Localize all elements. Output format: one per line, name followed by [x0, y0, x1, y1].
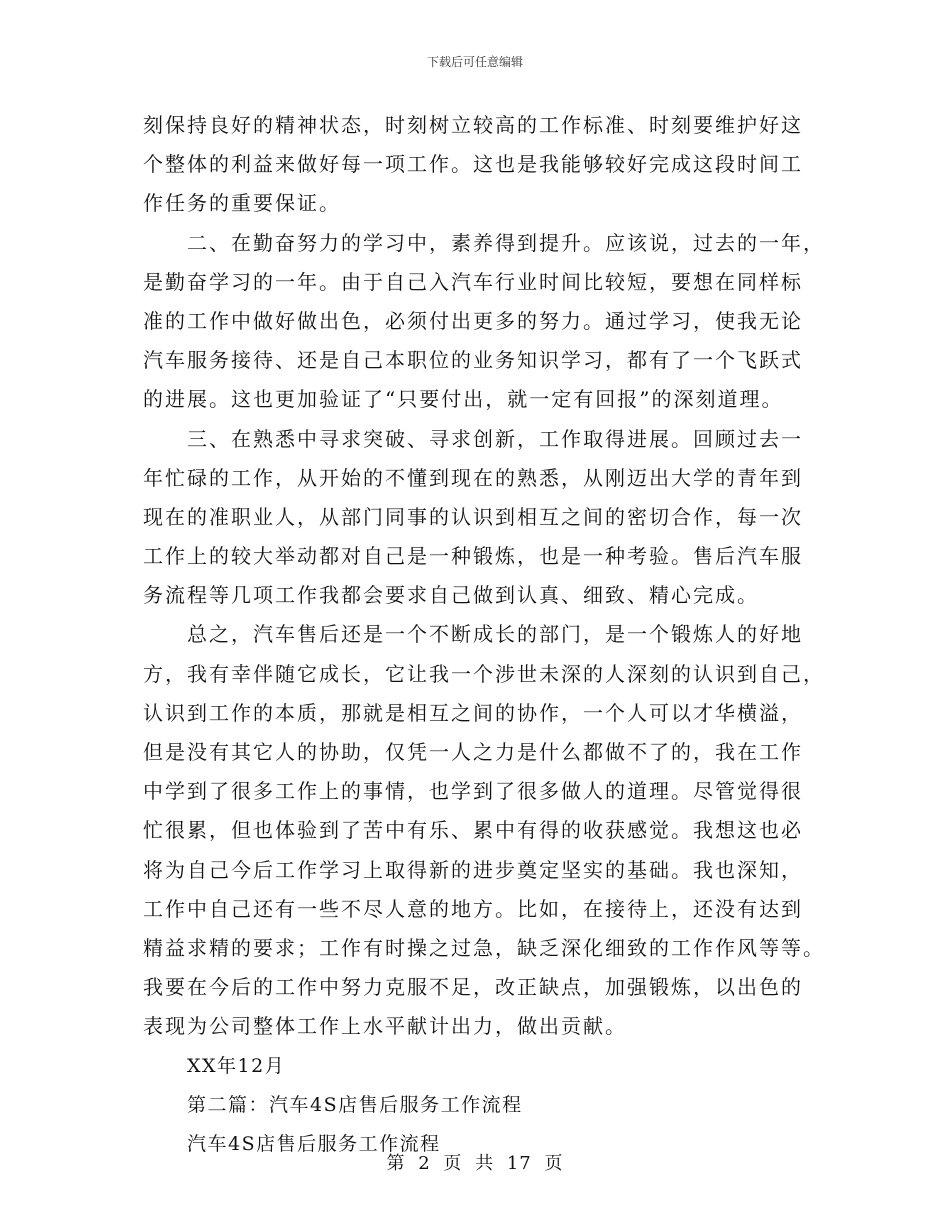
body-line: 中学到了很多工作上的事情，也学到了很多做人的道理。尽管觉得很 [143, 779, 803, 804]
body-line: 汽车服务接待、还是自己本职位的业务知识学习，都有了一个飞跃式 [143, 348, 803, 373]
body-line: 准的工作中做好做出色，必须付出更多的努力。通过学习，使我无论 [143, 308, 803, 333]
body-line: 工作上的较大举动都对自己是一种锻炼，也是一种考验。售后汽车服 [143, 544, 803, 569]
document-body [143, 106, 825, 1164]
body-line: 将为自己今后工作学习上取得新的进步奠定坚实的基础。我也深知， [143, 857, 803, 882]
body-line: 我要在今后的工作中努力克服不足，改正缺点，加强锻炼，以出色的 [143, 975, 803, 1000]
paragraph-start-line: 三、在熟悉中寻求突破、寻求创新，工作取得进展。回顾过去一 [187, 426, 803, 451]
body-line: 方，我有幸伴随它成长，它让我一个涉世未深的人深刻的认识到自己， [143, 661, 825, 686]
section-title: 汽车4S店售后服务工作流程 [187, 1132, 441, 1155]
body-line: 工作中自己还有一些不尽人意的地方。比如，在接待上，还没有达到 [143, 896, 803, 921]
body-line: 忙很累，但也体验到了苦中有乐、累中有得的收获感觉。我想这也必 [143, 818, 803, 843]
body-line: 务流程等几项工作我都会要求自己做到认真、细致、精心完成。 [143, 583, 759, 608]
body-line: 刻保持良好的精神状态，时刻树立较高的工作标准、时刻要维护好这 [143, 113, 803, 137]
body-line: 现在的准职业人，从部门同事的认识到相互之间的密切合作，每一次 [143, 504, 803, 529]
paragraph-start-line: 二、在勤奋努力的学习中，素养得到提升。应该说，过去的一年， [187, 230, 825, 255]
section-heading: 第二篇：汽车4S店售后服务工作流程 [187, 1093, 523, 1116]
body-line: 年忙碌的工作，从开始的不懂到现在的熟悉，从刚迈出大学的青年到 [143, 465, 803, 490]
body-line: 个整体的利益来做好每一项工作。这也是我能够较好完成这段时间工 [143, 152, 803, 177]
page-number: 第 2 页 共 17 页 [386, 1153, 564, 1174]
body-line: 但是没有其它人的协助，仅凭一人之力是什么都做不了的，我在工作 [143, 740, 803, 764]
page-header-note: 下载后可任意编辑 [426, 55, 523, 69]
body-line: 表现为公司整体工作上水平献计出力，做出贡献。 [143, 1014, 627, 1039]
body-line: 精益求精的要求；工作有时操之过急，缺乏深化细致的工作作风等等。 [143, 935, 825, 960]
body-line: 的进展。这也更加验证了“只要付出，就一定有回报”的深刻道理。 [143, 387, 784, 412]
body-line: 作任务的重要保证。 [143, 191, 341, 216]
paragraph-start-line: 总之，汽车售后还是一个不断成长的部门，是一个锻炼人的好地 [187, 622, 803, 647]
body-line: 认识到工作的本质，那就是相互之间的协作，一个人可以才华横溢， [143, 700, 803, 725]
body-line: 是勤奋学习的一年。由于自己入汽车行业时间比较短，要想在同样标 [143, 269, 803, 294]
date-line: XX年12月 [187, 1054, 286, 1077]
